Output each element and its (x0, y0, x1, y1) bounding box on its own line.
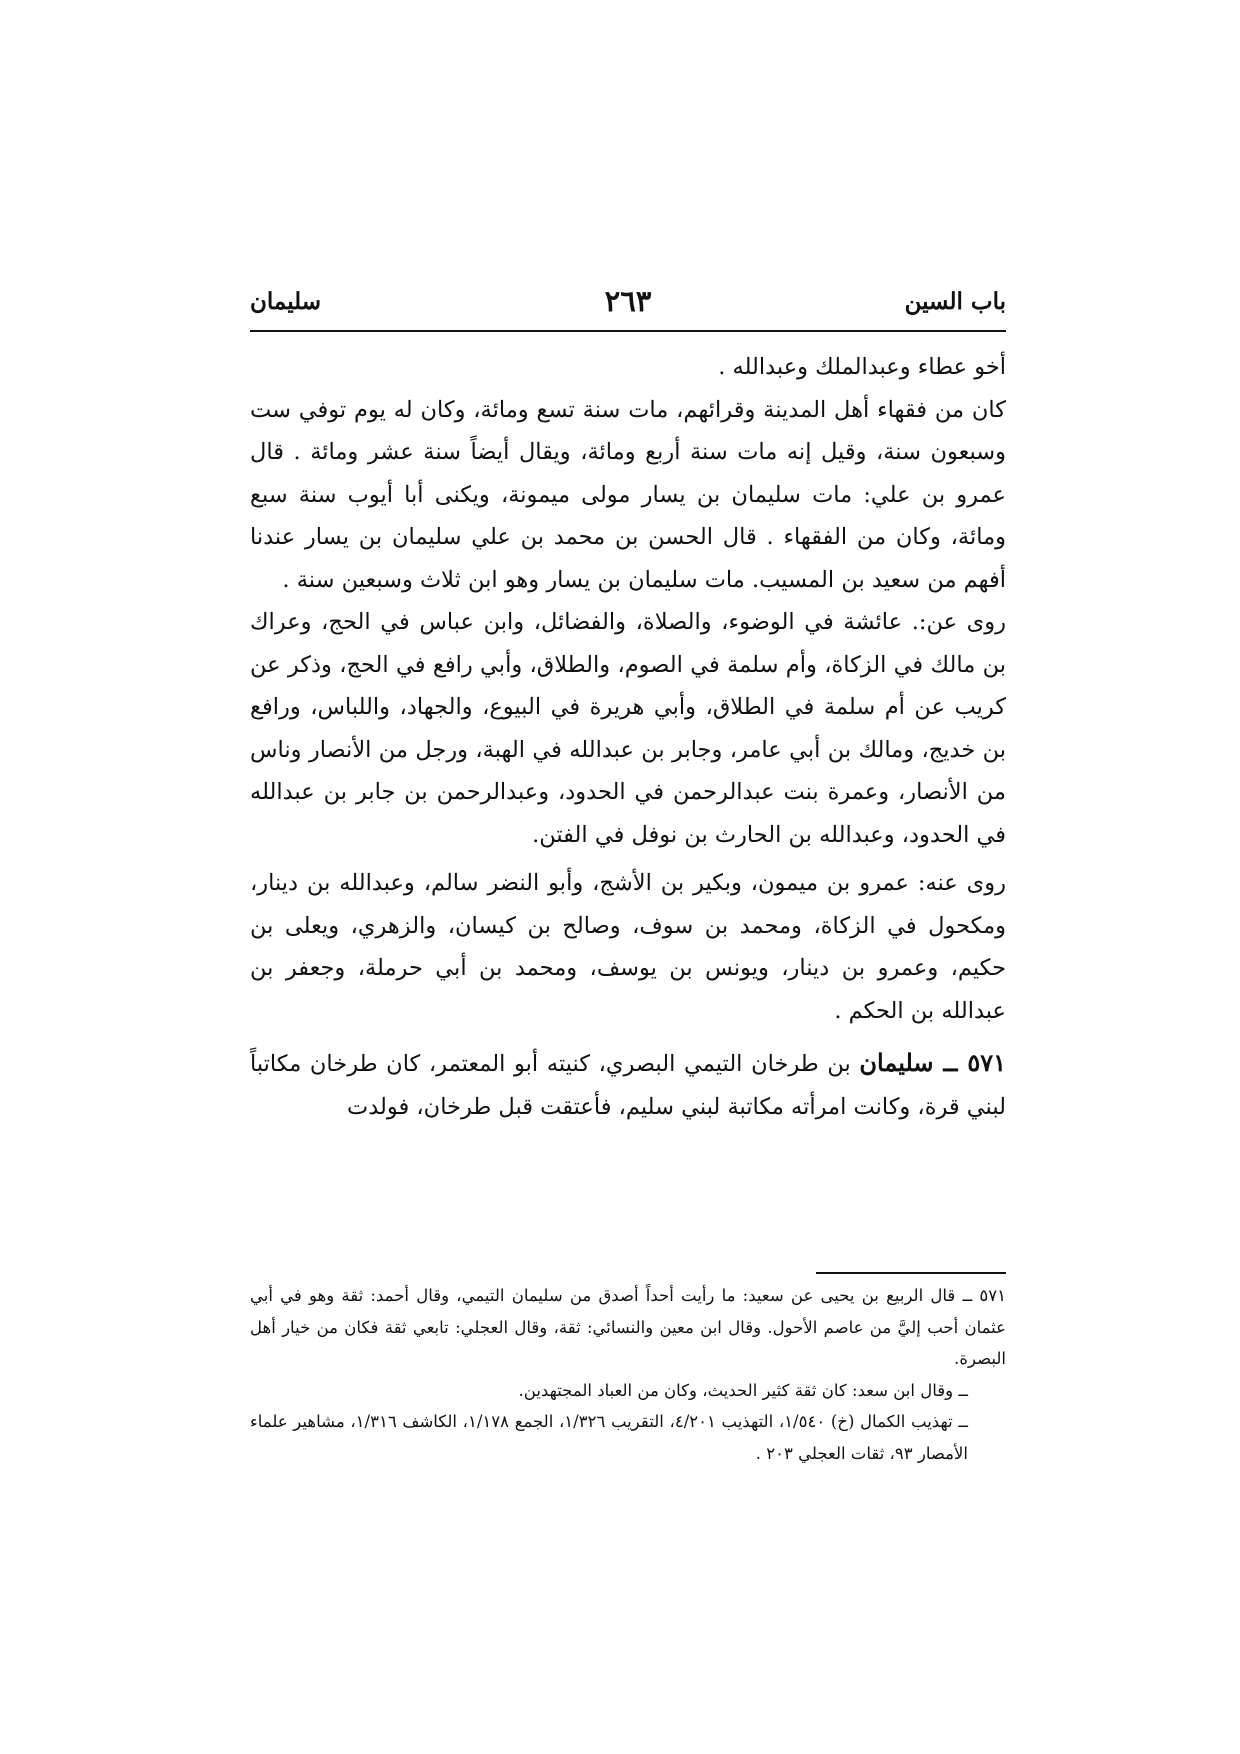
footnotes (250, 1280, 1006, 1469)
footnote-rule (816, 1272, 1006, 1274)
paragraph-1: أخو عطاء وعبدالملك وعبدالله . (718, 354, 1006, 380)
page-header (250, 284, 1006, 324)
paragraph-narrated-by: روى عنه: عمرو بن ميمون، وبكير بن الأشج، وأبو النضر سالم، وعبدالله بن دينار، ومكحول في الزكاة، ومحمد بن سوف، وصالح بن كيسان، والزهري، ويعلى بن حكيم، وعمرو بن دينار، ويونس بن يوسف، ومحمد بن أبي حرملة، وجعفر بن عبدالله بن الحكم . (250, 870, 1006, 1024)
chapter-title: باب السين (904, 288, 1006, 315)
header-rule (250, 330, 1006, 332)
running-entry-title: سليمان (250, 288, 322, 315)
footnote-2: ــ وقال ابن سعد: كان ثقة كثير الحديث، وكان من العباد المجتهدين. (518, 1380, 968, 1400)
entry-571-heading: ٥٧١ ــ سليمان (859, 1048, 1006, 1077)
footnote-3: ــ تهذيب الكمال (خ) ١/٥٤٠، التهذيب ٤/٢٠١، التقريب ١/٣٢٦، الجمع ١/١٧٨، الكاشف ١/٣١٦، مشاهير علماء الأمصار ٩٣، ثقات العجلي ٢٠٣ . (250, 1412, 968, 1463)
entry-571 (250, 1042, 1006, 1128)
footnote-1: ٥٧١ ــ قال الربيع بن يحيى عن سعيد: ما رأيت أحداً أصدق من سليمان التيمي، وقال أحمد: ثقة وهو في أبي عثمان أحب إليَّ من عاصم الأحول. وقال ابن معين والنسائي: ثقة، وقال العجلي: تابعي ثقة فكان من خيار أهل البصرة. (250, 1286, 1006, 1368)
main-text (250, 346, 1006, 1128)
entry-571-text: بن طرخان التيمي البصري، كنيته أبو المعتمر، كان طرخان مكاتباً لبني قرة، وكانت امرأته مكاتبة لبني سليم، فأعتقت قبل طرخان، فولدت (250, 1051, 1006, 1120)
paragraph-narrated-from: روى عن:. عائشة في الوضوء، والصلاة، والفضائل، وابن عباس في الحج، وعراك بن مالك في الزكاة، وأم سلمة في الصوم، والطلاق، وأبي رافع في الحج، وذكر عن كريب عن أم سلمة في الطلاق، وأبي هريرة في البيوع، والجهاد، واللباس، ورافع بن خديج، ومالك بن أبي عامر، وجابر بن عبدالله في الهبة، ورجل من الأنصار وناس من الأنصار، وعمرة بنت عبدالرحمن في الحدود، وعبدالرحمن بن جابر بن عبدالله في الحدود، وعبدالله بن الحارث بن نوفل في الفتن. (250, 609, 1006, 848)
paragraph-2: كان من فقهاء أهل المدينة وقرائهم، مات سنة تسع ومائة، وكان له يوم توفي ست وسبعون سنة، وقيل إنه مات سنة أربع ومائة، ويقال أيضاً سنة عشر ومائة . قال عمرو بن علي: مات سليمان بن يسار مولى ميمونة، ويكنى أبا أيوب سنة سبع ومائة، وكان من الفقهاء . قال الحسن بن محمد بن علي سليمان بن يسار عندنا أفهم من سعيد بن المسيب. مات سليمان بن يسار وهو ابن ثلاث وسبعين سنة . (250, 396, 1006, 593)
page-number: ٢٦٣ (604, 284, 652, 318)
